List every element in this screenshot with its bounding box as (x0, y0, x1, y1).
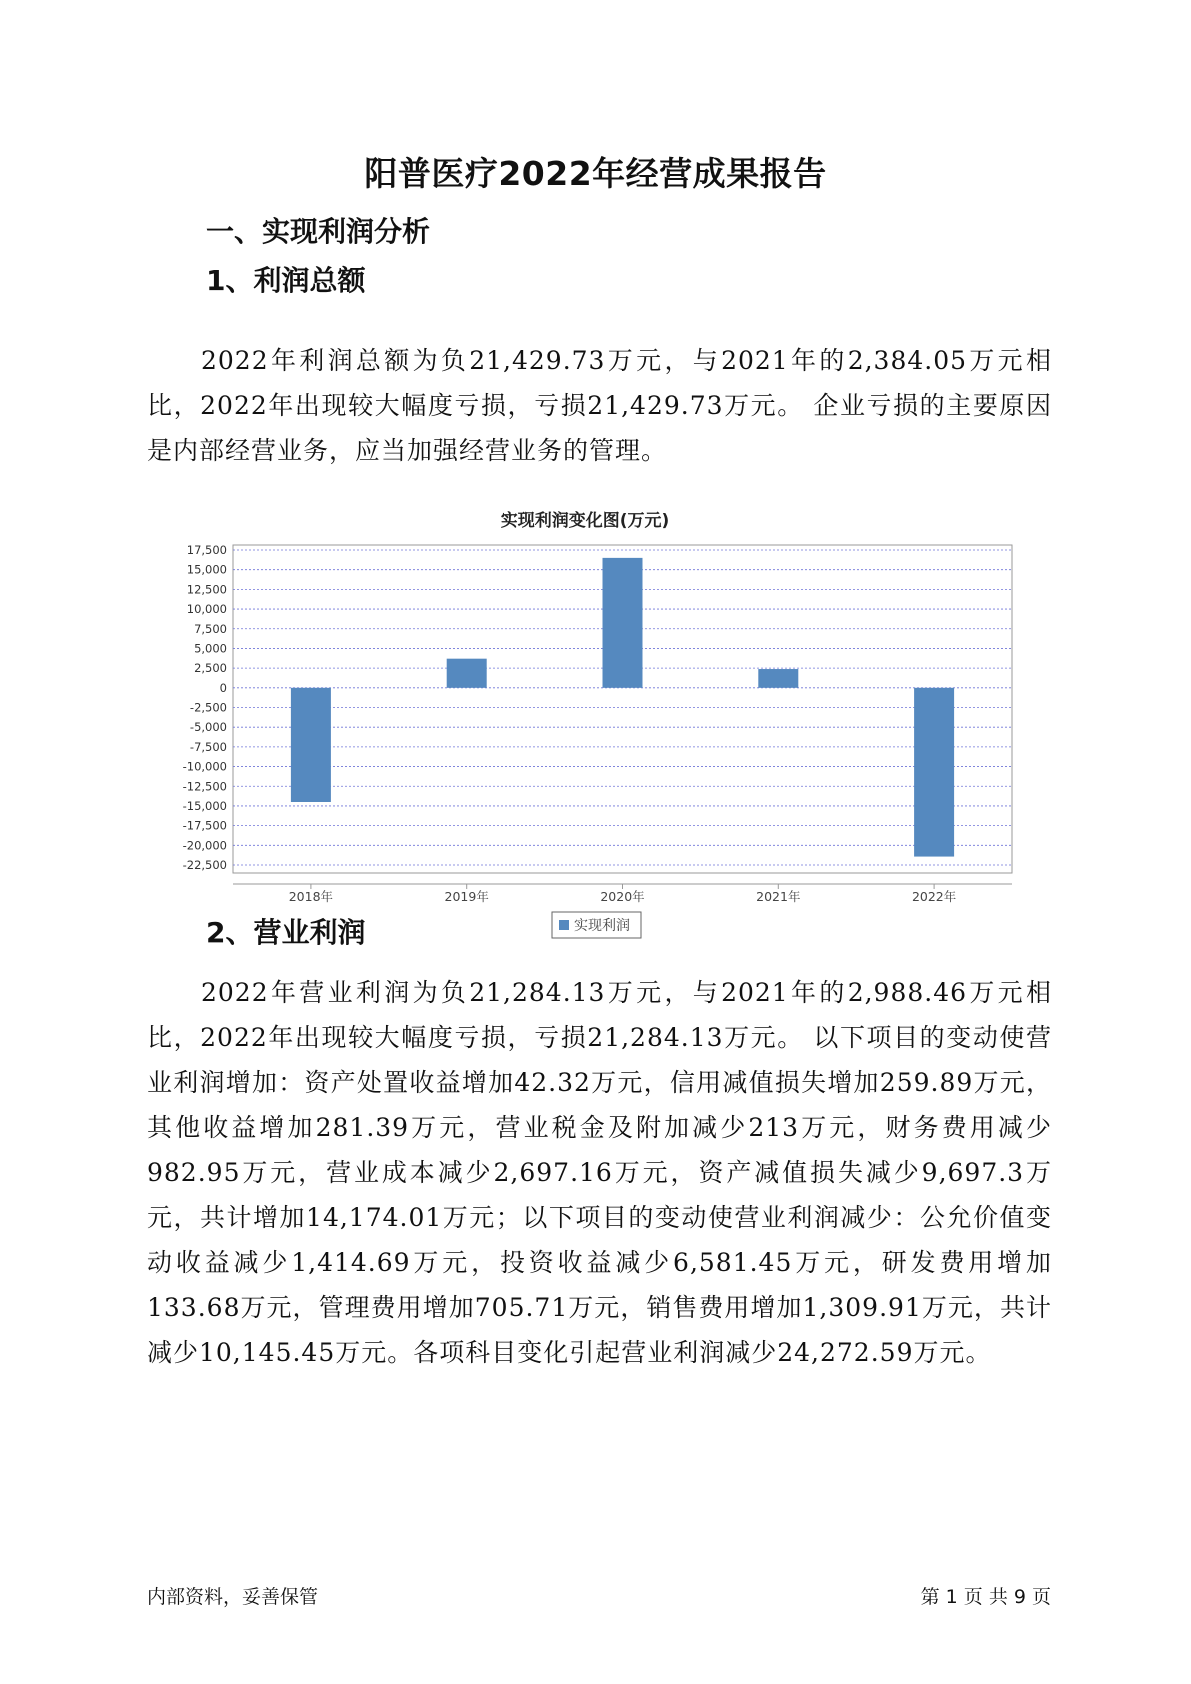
operating-profit-paragraph: 2022年营业利润为负21,284.13万元，与2021年的2,988.46万元相比，2022年出现较大幅度亏损，亏损21,284.13万元。 以下项目的变动使营业利润增加：资产处置收益增加42.32万元，信用减值损失增加259.89万元，其他收益增加281.39万元，营业税金及附加减少213万元，财务费用减少982.95万元，营业成本减少2,697.16万元，资产减值损失减少9,697.3万元，共计增加14,174.01万元；以下项目的变动使营业利润减少：公允价值变动收益减少1,414.69万元，投资收益减少6,581.45万元，研发费用增加133.68万元，管理费用增加705.71万元，销售费用增加1,309.91万元，共计减少10,145.45万元。各项科目变化引起营业利润减少24,272.59万元。 (147, 978, 1052, 1367)
y-tick-label: -5,000 (189, 720, 227, 735)
y-tick-label: -15,000 (182, 798, 227, 813)
y-tick-label: -12,500 (182, 779, 227, 794)
bar-2019年 (447, 659, 487, 688)
y-tick-label: 15,000 (186, 562, 227, 577)
x-tick-label: 2018年 (288, 889, 334, 904)
bar-2020年 (603, 558, 643, 688)
y-tick-label: -22,500 (182, 858, 227, 872)
subsection-heading-total-profit: 1、利润总额 (206, 264, 366, 297)
legend-swatch (559, 920, 569, 930)
bar-2021年 (758, 669, 798, 688)
y-tick-label: -7,500 (189, 739, 227, 754)
profit-bar-chart (140, 500, 1040, 960)
y-tick-label: 0 (219, 680, 227, 695)
profit-chart (140, 500, 1040, 960)
total-profit-paragraph: 2022年利润总额为负21,429.73万元，与2021年的2,384.05万元相比，2022年出现较大幅度亏损，亏损21,429.73万元。 企业亏损的主要原因是内部经营业务，应当加强经营业务的管理。 (147, 346, 1052, 465)
y-tick-label: 10,000 (186, 602, 227, 617)
x-tick-label: 2022年 (911, 889, 957, 904)
y-tick-label: -10,000 (182, 759, 227, 774)
y-tick-label: 12,500 (186, 582, 227, 597)
x-axis-ticks (289, 884, 957, 904)
bar-2018年 (291, 688, 331, 802)
y-tick-label: 5,000 (194, 641, 227, 656)
y-tick-label: -2,500 (189, 700, 227, 715)
x-tick-label: 2019年 (444, 889, 489, 904)
section-heading-profit-analysis: 一、实现利润分析 (206, 215, 431, 248)
document-title: 阳普医疗2022年经营成果报告 (364, 154, 827, 193)
y-tick-label: 7,500 (194, 621, 227, 636)
y-tick-label: 17,500 (186, 543, 227, 557)
y-tick-label: -20,000 (182, 838, 227, 853)
chart-legend (552, 912, 641, 938)
bar-2022年 (914, 688, 954, 857)
x-tick-label: 2021年 (756, 889, 801, 904)
subsection-heading-operating-profit: 2、营业利润 (206, 916, 366, 949)
legend-label: 实现利润 (574, 918, 630, 934)
footer-page-number: 第 1 页 共 9 页 (920, 1586, 1051, 1608)
y-tick-label: -17,500 (182, 818, 227, 833)
x-tick-label: 2020年 (600, 889, 645, 904)
y-tick-label: 2,500 (194, 661, 227, 676)
y-axis-ticks (183, 543, 227, 872)
chart-title: 实现利润变化图(万元) (500, 511, 670, 531)
footer-confidential-note: 内部资料，妥善保管 (147, 1586, 319, 1608)
